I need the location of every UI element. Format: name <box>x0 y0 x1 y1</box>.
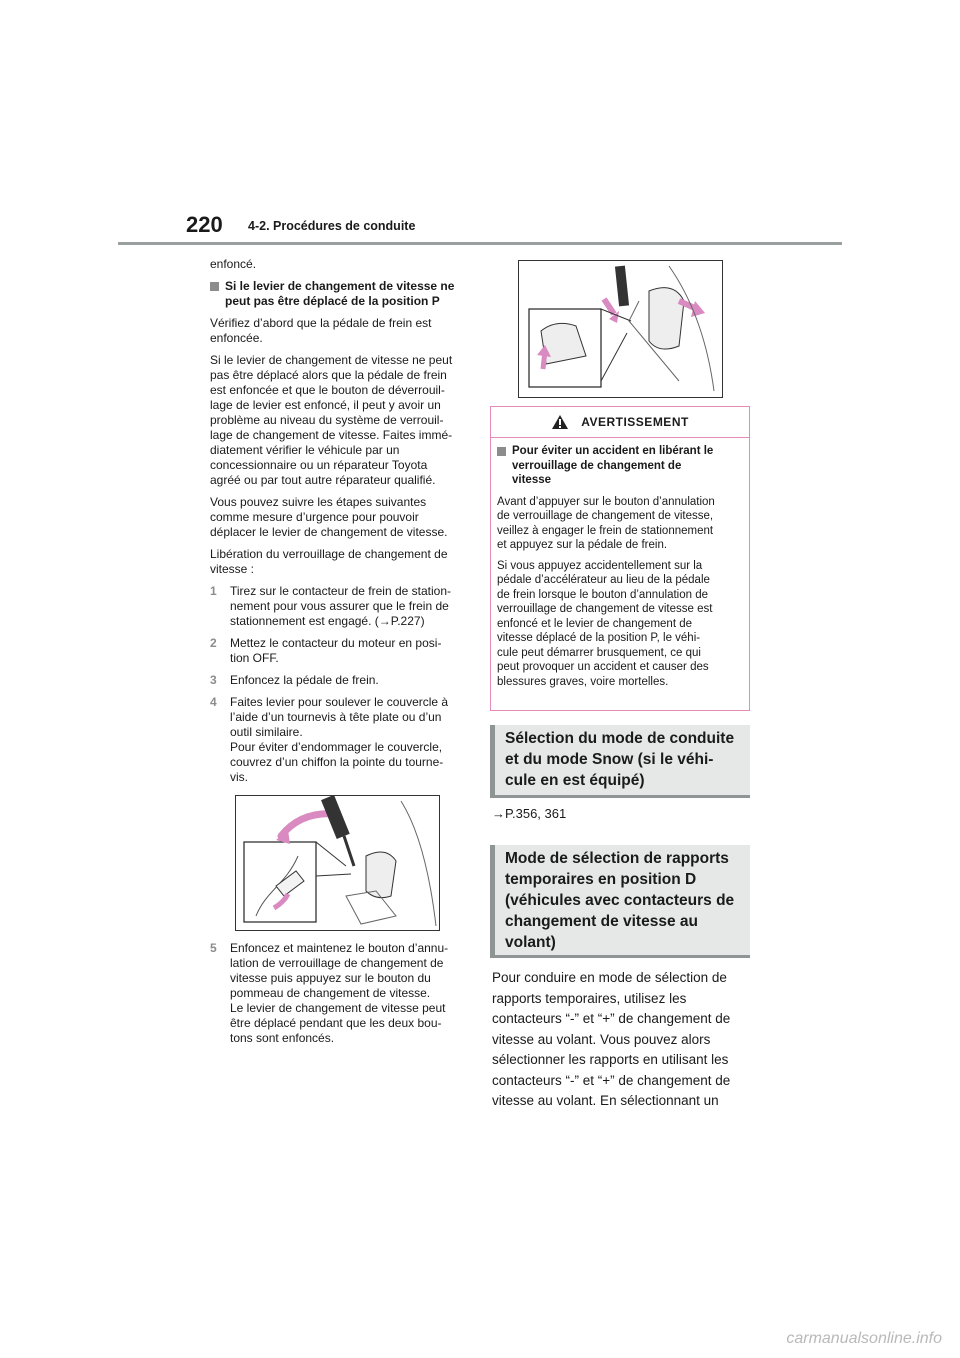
intro-text: enfoncé. <box>210 257 257 271</box>
step-3: 3 Enfoncez la pédale de frein. <box>210 673 379 687</box>
square-bullet-icon <box>497 447 506 456</box>
paragraph-3: Vous pouvez suivre les étapes suivantes comme mesure d’urgence pour pouvoir déplacer le levier de changement de vitesse. <box>210 495 448 539</box>
section-heading-snow-mode: Sélection du mode de conduite et du mode Snow (si le véhi- cule en est équipé) <box>490 725 750 798</box>
warning-paragraph-2: Si vous appuyez accidentellement sur la pédale d’accélérateur au lieu de la pédale de frein lorsque le bouton d’annulation de verrouillage de changement de vitesse est enfoncé et le levier de changement de vitesse déplacé de la position P, le véhi- cule peut démarrer brusquement, ce qui peut provoquer un accident et causer des blessures graves, voire mortelles. <box>497 559 713 688</box>
warning-box <box>490 406 750 711</box>
warning-subhead: Pour éviter un accident en libérant le verrouillage de changement de vitesse <box>497 444 743 488</box>
step-4: 4 Faites levier pour soulever le couvercle à l’aide d’un tournevis à tête plate ou d’un outil similaire. Pour éviter d’endommager le couvercle, couvrez d’un chiffon la pointe du tourne- vis. <box>210 695 449 784</box>
section-heading-gear-mode: Mode de sélection de rapports temporaires en position D (véhicules avec contacteurs de changement de vitesse au volant) <box>490 845 750 958</box>
header-rule <box>118 242 842 245</box>
footer-watermark: carmanualsonline.info <box>786 1330 942 1347</box>
page-number: 220 <box>186 212 223 237</box>
warning-title: AVERTISSEMENT <box>581 415 689 429</box>
section-title: 4-2. Procédures de conduite <box>248 219 416 233</box>
paragraph-4: Libération du verrouillage de changement de vitesse : <box>210 547 448 576</box>
step-1: 1 Tirez sur le contacteur de frein de station- nement pour vous assurer que le frein de stationnement est engagé. (→P.227) <box>210 584 451 628</box>
step-2: 2 Mettez le contacteur du moteur en posi- tion OFF. <box>210 636 442 665</box>
warning-paragraph-1: Avant d’appuyer sur le bouton d’annulation de verrouillage de changement de vitesse, veillez à engager le frein de stationnement et appuyez sur la pédale de frein. <box>497 495 715 551</box>
warning-triangle-icon <box>551 414 569 430</box>
illustration-screwdriver-cover <box>235 795 440 931</box>
subhead-lever: Si le levier de changement de vitesse ne peut pas être déplacé de la position P <box>210 279 468 309</box>
square-bullet-icon <box>210 282 219 291</box>
paragraph-1: Vérifiez d’abord que la pédale de frein est enfoncée. <box>210 316 432 345</box>
paragraph-2: Si le levier de changement de vitesse ne peut pas être déplacé alors que la pédale de frein est enfoncée et que le bouton de déverrouil- lage de levier est enfoncé, il peut y avoir un problème au niveau du système de verrouil- lage de changement de vitesse. Faites immé- diatement vérifier le véhicule par un concessionnaire ou un réparateur Toyota agréé ou par tout autre réparateur qualifié. <box>210 353 453 487</box>
page-reference: →P.356, 361 <box>492 806 567 821</box>
warning-header <box>491 407 749 438</box>
gear-mode-body: Pour conduire en mode de sélection de rapports temporaires, utilisez les contacteurs “-” et “+” de changement de vitesse au volant. Vous pouvez alors sélectionner les rapports en utilisant les contacteurs “-” et “+” de changement de vitesse au volant. En sélectionnant un <box>492 970 731 1108</box>
left-column <box>210 257 468 1053</box>
step-5: 5 Enfoncez et maintenez le bouton d’annu- lation de verrouillage de changement de vitesse puis appuyez sur le bouton du pommeau de changement de vitesse. Le levier de changement de vitesse peut être déplacé pendant que les deux bou- tons sont enfoncés. <box>210 941 449 1045</box>
illustration-shift-lock-release <box>518 260 723 398</box>
